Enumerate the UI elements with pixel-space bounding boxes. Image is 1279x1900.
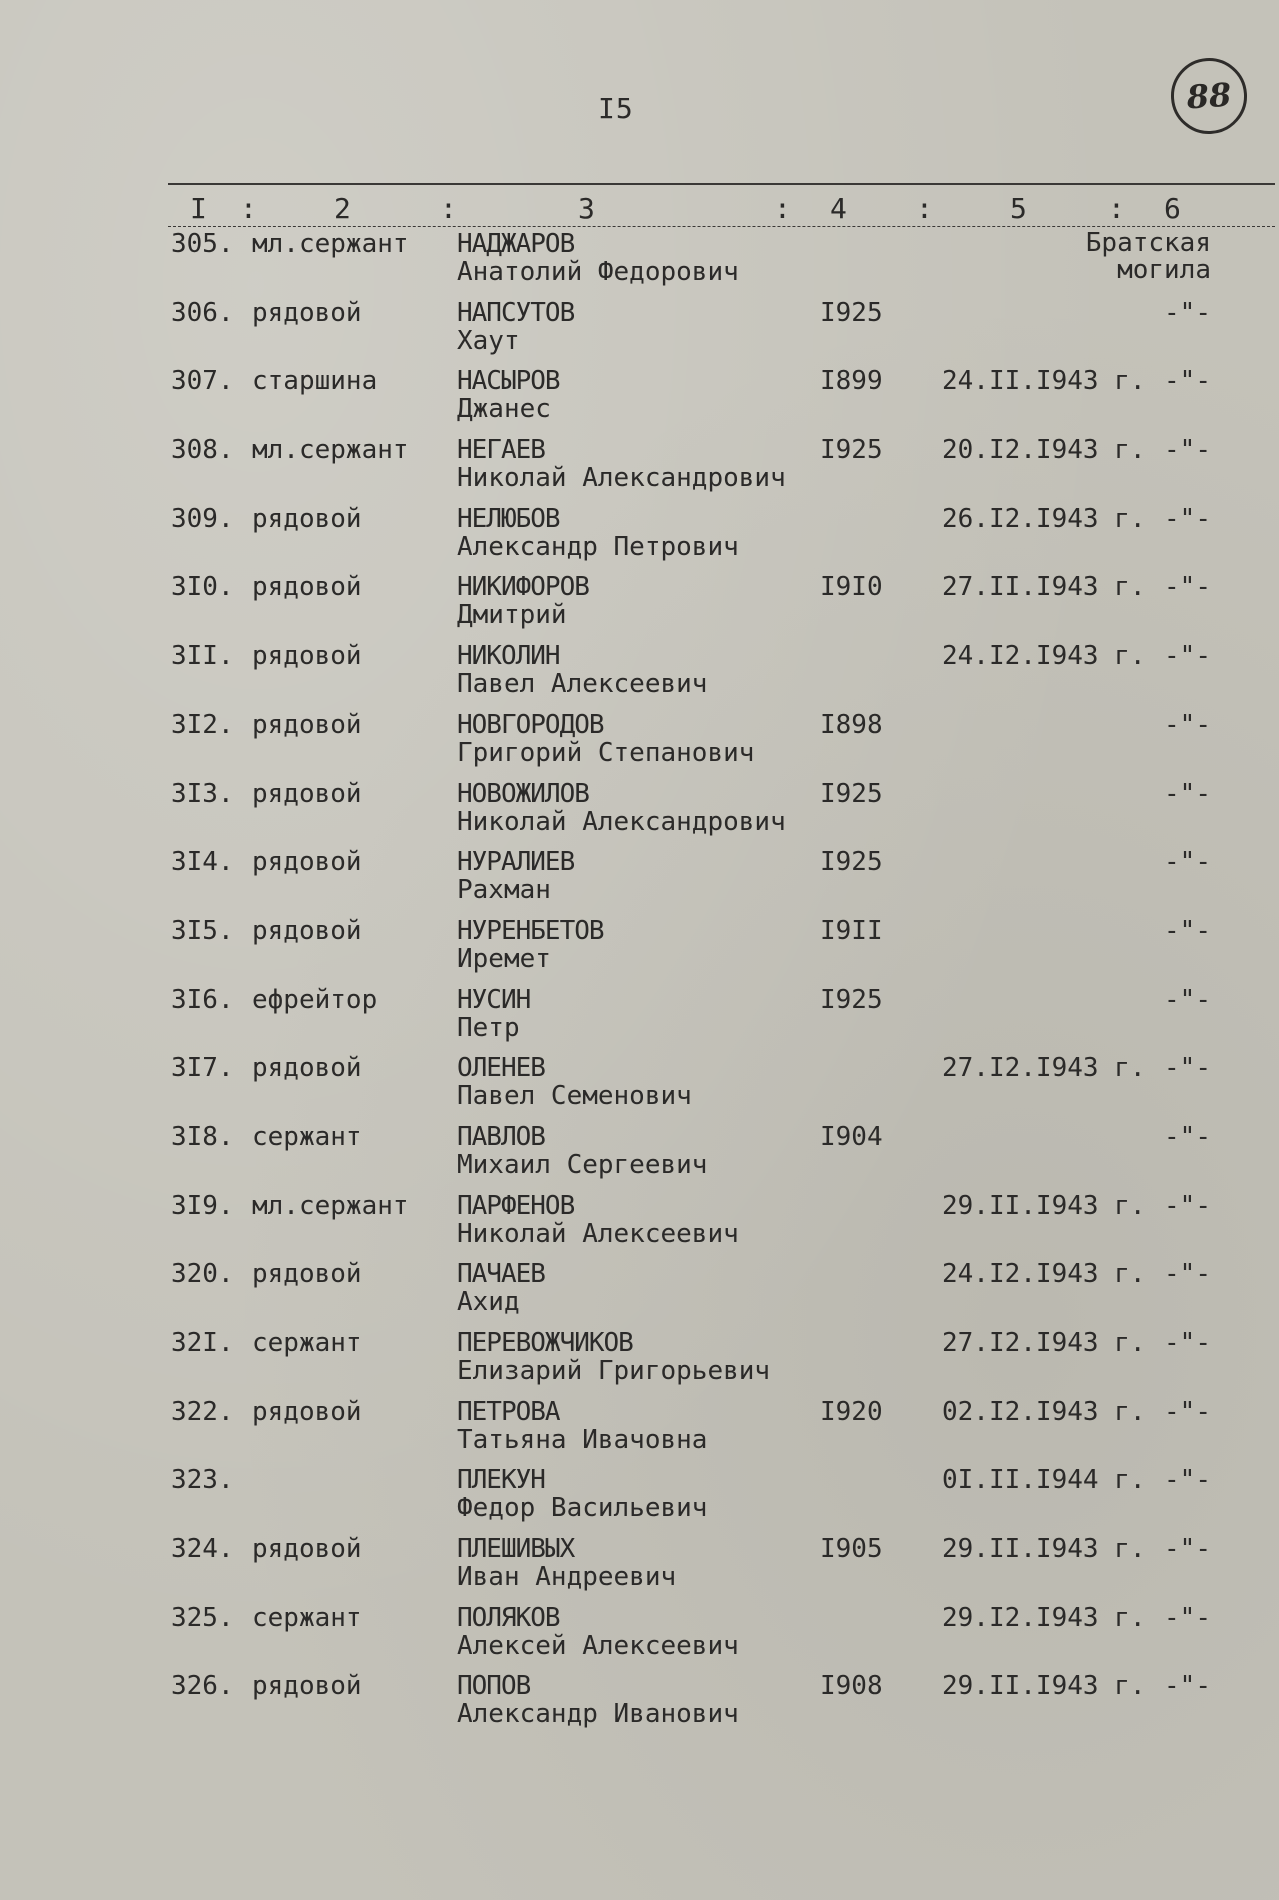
full-name: [457, 299, 574, 355]
surname: ПЕРЕВОЖЧИКОВ: [457, 1328, 633, 1358]
row-number: 3I9.: [171, 1190, 234, 1221]
register-row: [0, 1535, 1279, 1604]
full-name: [457, 642, 707, 698]
birth-year: I920: [820, 1396, 883, 1427]
full-name: [457, 780, 786, 836]
given-name-patronymic: Иремет: [457, 943, 551, 974]
burial-place: -"-: [1164, 1259, 1211, 1290]
row-number: 3I5.: [171, 915, 234, 946]
register-row: [0, 367, 1279, 436]
given-name-patronymic: Татьяна Ивачовна: [457, 1424, 708, 1455]
military-rank: рядовой: [252, 1534, 362, 1565]
row-number: 3I6.: [171, 984, 234, 1015]
register-row: [0, 299, 1279, 368]
column-header-4: 4: [830, 192, 847, 225]
military-rank: рядовой: [252, 1259, 362, 1290]
register-row: [0, 1123, 1279, 1192]
given-name-patronymic: Хаут: [457, 325, 520, 356]
surname: НАДЖАРОВ: [457, 229, 575, 259]
military-rank: рядовой: [252, 847, 362, 878]
register-row: [0, 573, 1279, 642]
row-number: 3I8.: [171, 1121, 234, 1152]
birth-year: I925: [820, 778, 883, 809]
surname: НУРЕНБЕТОВ: [457, 915, 604, 946]
military-rank: рядовой: [252, 1671, 362, 1702]
row-number: 308.: [171, 435, 234, 466]
given-name-patronymic: Иван Андреевич: [457, 1562, 677, 1593]
given-name-patronymic: Дмитрий: [457, 600, 567, 631]
burial-place: -"-: [1164, 915, 1211, 946]
given-name-patronymic: Алексей Алексеевич: [457, 1630, 739, 1661]
surname: ПОПОВ: [457, 1671, 531, 1702]
burial-place: -"-: [1164, 1671, 1211, 1702]
row-number: 3I0.: [171, 572, 234, 603]
given-name-patronymic: Анатолий Федорович: [457, 257, 739, 287]
burial-place: -"-: [1164, 641, 1211, 672]
date-of-death: 24.II.I943 г.: [942, 366, 1146, 397]
birth-year: I904: [820, 1121, 883, 1152]
date-of-death: 29.II.I943 г.: [942, 1671, 1146, 1702]
burial-place: -"-: [1164, 1465, 1211, 1496]
date-of-death: 27.II.I943 г.: [942, 572, 1146, 603]
burial-place: Братская могила: [1085, 228, 1211, 285]
full-name: [457, 1260, 545, 1316]
surname: НИКОЛИН: [457, 641, 560, 672]
surname: НОВГОРОДОВ: [457, 709, 604, 740]
burial-place: -"-: [1164, 709, 1211, 740]
birth-year: I898: [820, 709, 883, 740]
row-number: 326.: [171, 1671, 234, 1702]
burial-place: -"-: [1164, 778, 1211, 809]
surname: ПАРФЕНОВ: [457, 1190, 575, 1221]
date-of-death: 29.II.I943 г.: [942, 1190, 1146, 1221]
surname: ПЛЕШИВЫХ: [457, 1534, 575, 1565]
given-name-patronymic: Петр: [457, 1012, 520, 1043]
header-rule-bottom: [168, 226, 1275, 227]
column-separator: :: [916, 192, 933, 225]
date-of-death: 27.I2.I943 г.: [942, 1328, 1146, 1358]
full-name: [457, 1123, 707, 1179]
full-name: [457, 367, 560, 423]
row-number: 323.: [171, 1465, 234, 1496]
burial-place: -"-: [1164, 297, 1211, 328]
birth-year: I905: [820, 1534, 883, 1565]
column-header-6: 6: [1164, 192, 1181, 225]
row-number: 325.: [171, 1602, 234, 1633]
column-separator: :: [240, 192, 257, 225]
register-row: [0, 1398, 1279, 1467]
column-header-1: I: [190, 192, 207, 225]
row-number: 320.: [171, 1259, 234, 1290]
full-name: [457, 711, 754, 767]
burial-register-list: [0, 230, 1279, 1741]
full-name: [457, 505, 739, 561]
given-name-patronymic: Рахман: [457, 875, 551, 906]
date-of-death: 29.II.I943 г.: [942, 1534, 1146, 1565]
military-rank: ефрейтор: [252, 984, 378, 1015]
military-rank: рядовой: [252, 778, 362, 809]
date-of-death: 27.I2.I943 г.: [942, 1053, 1146, 1084]
register-row: [0, 711, 1279, 780]
register-row: [0, 436, 1279, 505]
row-number: 3I2.: [171, 709, 234, 740]
given-name-patronymic: Николай Алексеевич: [457, 1218, 739, 1249]
date-of-death: 29.I2.I943 г.: [942, 1602, 1146, 1633]
date-of-death: 02.I2.I943 г.: [942, 1396, 1146, 1427]
column-separator: :: [1108, 192, 1125, 225]
column-header-5: 5: [1010, 192, 1027, 225]
page-number: I5: [598, 92, 634, 125]
full-name: [457, 573, 589, 629]
register-row: [0, 1054, 1279, 1123]
row-number: 3I3.: [171, 778, 234, 809]
row-number: 324.: [171, 1534, 234, 1565]
surname: ПОЛЯКОВ: [457, 1602, 560, 1633]
given-name-patronymic: Павел Семенович: [457, 1081, 692, 1112]
column-separator: :: [774, 192, 791, 225]
full-name: [457, 986, 530, 1042]
given-name-patronymic: Михаил Сергеевич: [457, 1149, 708, 1180]
register-row: [0, 1672, 1279, 1741]
military-rank: рядовой: [252, 641, 362, 672]
register-row: [0, 1192, 1279, 1261]
birth-year: I925: [820, 984, 883, 1015]
military-rank: рядовой: [252, 709, 362, 740]
military-rank: старшина: [252, 366, 378, 397]
military-rank: рядовой: [252, 297, 362, 328]
surname: НАСЫРОВ: [457, 366, 560, 397]
date-of-death: 24.I2.I943 г.: [942, 641, 1146, 672]
row-number: 3I7.: [171, 1053, 234, 1084]
register-row: [0, 230, 1279, 299]
date-of-death: 20.I2.I943 г.: [942, 435, 1146, 466]
full-name: [457, 1329, 770, 1385]
given-name-patronymic: Федор Васильевич: [457, 1493, 708, 1524]
burial-place: -"-: [1164, 572, 1211, 603]
register-row: [0, 1260, 1279, 1329]
full-name: [457, 1466, 707, 1522]
column-header-3: 3: [578, 192, 595, 225]
column-separator: :: [440, 192, 457, 225]
row-number: 309.: [171, 503, 234, 534]
register-row: [0, 986, 1279, 1055]
surname: ПАВЛОВ: [457, 1121, 545, 1152]
column-header-2: 2: [334, 192, 351, 225]
military-rank: сержант: [252, 1121, 362, 1152]
surname: НОВОЖИЛОВ: [457, 778, 589, 809]
row-number: 3II.: [171, 641, 234, 672]
given-name-patronymic: Александр Иванович: [457, 1699, 739, 1730]
birth-year: I925: [820, 297, 883, 328]
military-rank: сержант: [252, 1328, 362, 1358]
row-number: 32I.: [171, 1328, 234, 1358]
birth-year: I9II: [820, 915, 883, 946]
birth-year: I908: [820, 1671, 883, 1702]
military-rank: рядовой: [252, 1053, 362, 1084]
row-number: 322.: [171, 1396, 234, 1427]
given-name-patronymic: Николай Александрович: [457, 806, 786, 837]
military-rank: рядовой: [252, 572, 362, 603]
burial-place: -"-: [1164, 1602, 1211, 1633]
row-number: 307.: [171, 366, 234, 397]
surname: ПЕТРОВА: [457, 1396, 560, 1427]
register-row: [0, 642, 1279, 711]
date-of-death: 24.I2.I943 г.: [942, 1259, 1146, 1290]
burial-place: -"-: [1164, 1190, 1211, 1221]
military-rank: мл.сержант: [252, 1190, 409, 1221]
surname: НЕЛЮБОВ: [457, 503, 560, 534]
military-rank: мл.сержант: [252, 229, 409, 259]
given-name-patronymic: Александр Петрович: [457, 531, 739, 562]
given-name-patronymic: Павел Алексеевич: [457, 669, 708, 700]
register-row: [0, 1604, 1279, 1673]
given-name-patronymic: Николай Александрович: [457, 463, 786, 494]
date-of-death: 26.I2.I943 г.: [942, 503, 1146, 534]
full-name: [457, 1192, 739, 1248]
birth-year: I9I0: [820, 572, 883, 603]
full-name: [457, 1604, 739, 1660]
military-rank: рядовой: [252, 503, 362, 534]
surname: НУРАЛИЕВ: [457, 847, 575, 878]
register-row: [0, 917, 1279, 986]
military-rank: рядовой: [252, 1396, 362, 1427]
full-name: [457, 1398, 707, 1454]
full-name: [457, 1054, 692, 1110]
burial-place: -"-: [1164, 1396, 1211, 1427]
register-row: [0, 1466, 1279, 1535]
row-number: 305.: [171, 229, 234, 259]
burial-place: -"-: [1164, 984, 1211, 1015]
birth-year: I899: [820, 366, 883, 397]
burial-place: -"-: [1164, 847, 1211, 878]
row-number: 306.: [171, 297, 234, 328]
date-of-death: 0I.II.I944 г.: [942, 1465, 1146, 1496]
full-name: [457, 230, 739, 286]
surname: ОЛЕНЕВ: [457, 1053, 545, 1084]
full-name: [457, 436, 786, 492]
full-name: [457, 848, 574, 904]
military-rank: сержант: [252, 1602, 362, 1633]
burial-place: -"-: [1164, 1328, 1211, 1358]
given-name-patronymic: Ахид: [457, 1287, 520, 1318]
surname: НИКИФОРОВ: [457, 572, 589, 603]
surname: ПЛЕКУН: [457, 1465, 545, 1496]
given-name-patronymic: Елизарий Григорьевич: [457, 1356, 771, 1386]
surname: НЕГАЕВ: [457, 435, 545, 466]
burial-place: -"-: [1164, 1121, 1211, 1152]
given-name-patronymic: Григорий Степанович: [457, 737, 755, 768]
full-name: [457, 1535, 676, 1591]
surname: НАПСУТОВ: [457, 297, 575, 328]
given-name-patronymic: Джанес: [457, 394, 551, 425]
register-row: [0, 1329, 1279, 1398]
full-name: [457, 917, 604, 973]
birth-year: I925: [820, 847, 883, 878]
burial-place: -"-: [1164, 1534, 1211, 1565]
surname: ПАЧАЕВ: [457, 1259, 545, 1290]
header-rule-top: [168, 183, 1275, 185]
register-row: [0, 505, 1279, 574]
burial-place: -"-: [1164, 366, 1211, 397]
military-rank: мл.сержант: [252, 435, 409, 466]
burial-place: -"-: [1164, 435, 1211, 466]
full-name: [457, 1672, 739, 1728]
column-header-row: [168, 192, 1275, 224]
military-rank: рядовой: [252, 915, 362, 946]
row-number: 3I4.: [171, 847, 234, 878]
archive-stamp: 88: [1168, 55, 1249, 136]
register-row: [0, 780, 1279, 849]
register-row: [0, 848, 1279, 917]
surname: НУСИН: [457, 984, 531, 1015]
burial-place: -"-: [1164, 1053, 1211, 1084]
birth-year: I925: [820, 435, 883, 466]
burial-place: -"-: [1164, 503, 1211, 534]
